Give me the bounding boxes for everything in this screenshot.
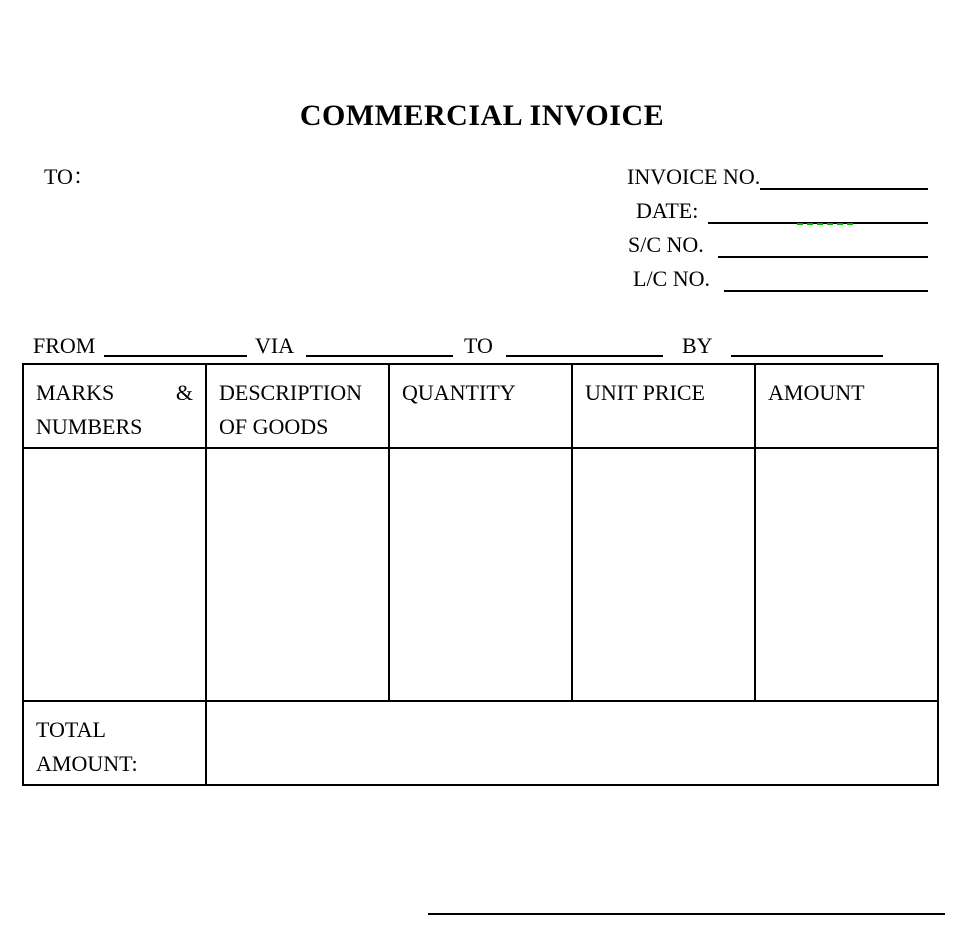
amount-cell[interactable] [755, 448, 938, 701]
route-line [0, 333, 964, 358]
quantity-cell[interactable] [389, 448, 572, 701]
table-header-row [23, 364, 938, 448]
unit-price-header-label: UNIT PRICE [585, 380, 705, 405]
amount-header-label: AMOUNT [768, 380, 865, 405]
to-label: TO： [44, 164, 95, 189]
marks-header-word: MARKS [36, 380, 115, 405]
description-header-line1: DESCRIPTION [219, 380, 363, 405]
lc-no-fill-line[interactable] [724, 265, 928, 292]
by-fill-line[interactable] [731, 355, 883, 357]
route-to-label: TO [464, 333, 493, 358]
grammar-check-underline [797, 209, 853, 225]
page-title: COMMERCIAL INVOICE [299, 99, 665, 132]
invoice-no-label: INVOICE NO. [627, 164, 761, 189]
total-amount-value-cell[interactable] [206, 701, 938, 785]
total-label-line2: AMOUNT: [36, 751, 138, 776]
quantity-header-cell [389, 364, 572, 448]
from-label: FROM [33, 333, 96, 358]
unit-price-header-cell [572, 364, 755, 448]
date-field [636, 197, 928, 225]
signature-line[interactable] [428, 913, 945, 915]
unit-price-cell[interactable] [572, 448, 755, 701]
by-label: BY [682, 333, 713, 358]
table-body-row [23, 448, 938, 701]
date-label: DATE: [636, 198, 699, 223]
ampersand: & [175, 380, 193, 405]
lc-no-field [633, 265, 928, 293]
amount-header-cell [755, 364, 938, 448]
marks-numbers-header-cell [23, 364, 206, 448]
total-label-line1: TOTAL [36, 717, 106, 742]
description-header-cell [206, 364, 389, 448]
via-label: VIA [255, 333, 295, 358]
from-fill-line[interactable] [104, 355, 247, 357]
sc-no-field [628, 231, 928, 259]
description-header-line2: OF GOODS [219, 414, 329, 439]
marks-numbers-cell[interactable] [23, 448, 206, 701]
total-amount-label-cell [23, 701, 206, 785]
numbers-header-word: NUMBERS [36, 414, 143, 439]
route-to-fill-line[interactable] [506, 355, 663, 357]
sc-no-fill-line[interactable] [718, 231, 928, 258]
via-fill-line[interactable] [306, 355, 453, 357]
invoice-no-field [627, 163, 928, 191]
invoice-no-fill-line[interactable] [760, 163, 928, 190]
description-cell[interactable] [206, 448, 389, 701]
sc-no-label: S/C NO. [628, 232, 704, 257]
lc-no-label: L/C NO. [633, 266, 710, 291]
quantity-header-label: QUANTITY [402, 380, 516, 405]
goods-table [22, 363, 939, 786]
table-total-row [23, 701, 938, 785]
